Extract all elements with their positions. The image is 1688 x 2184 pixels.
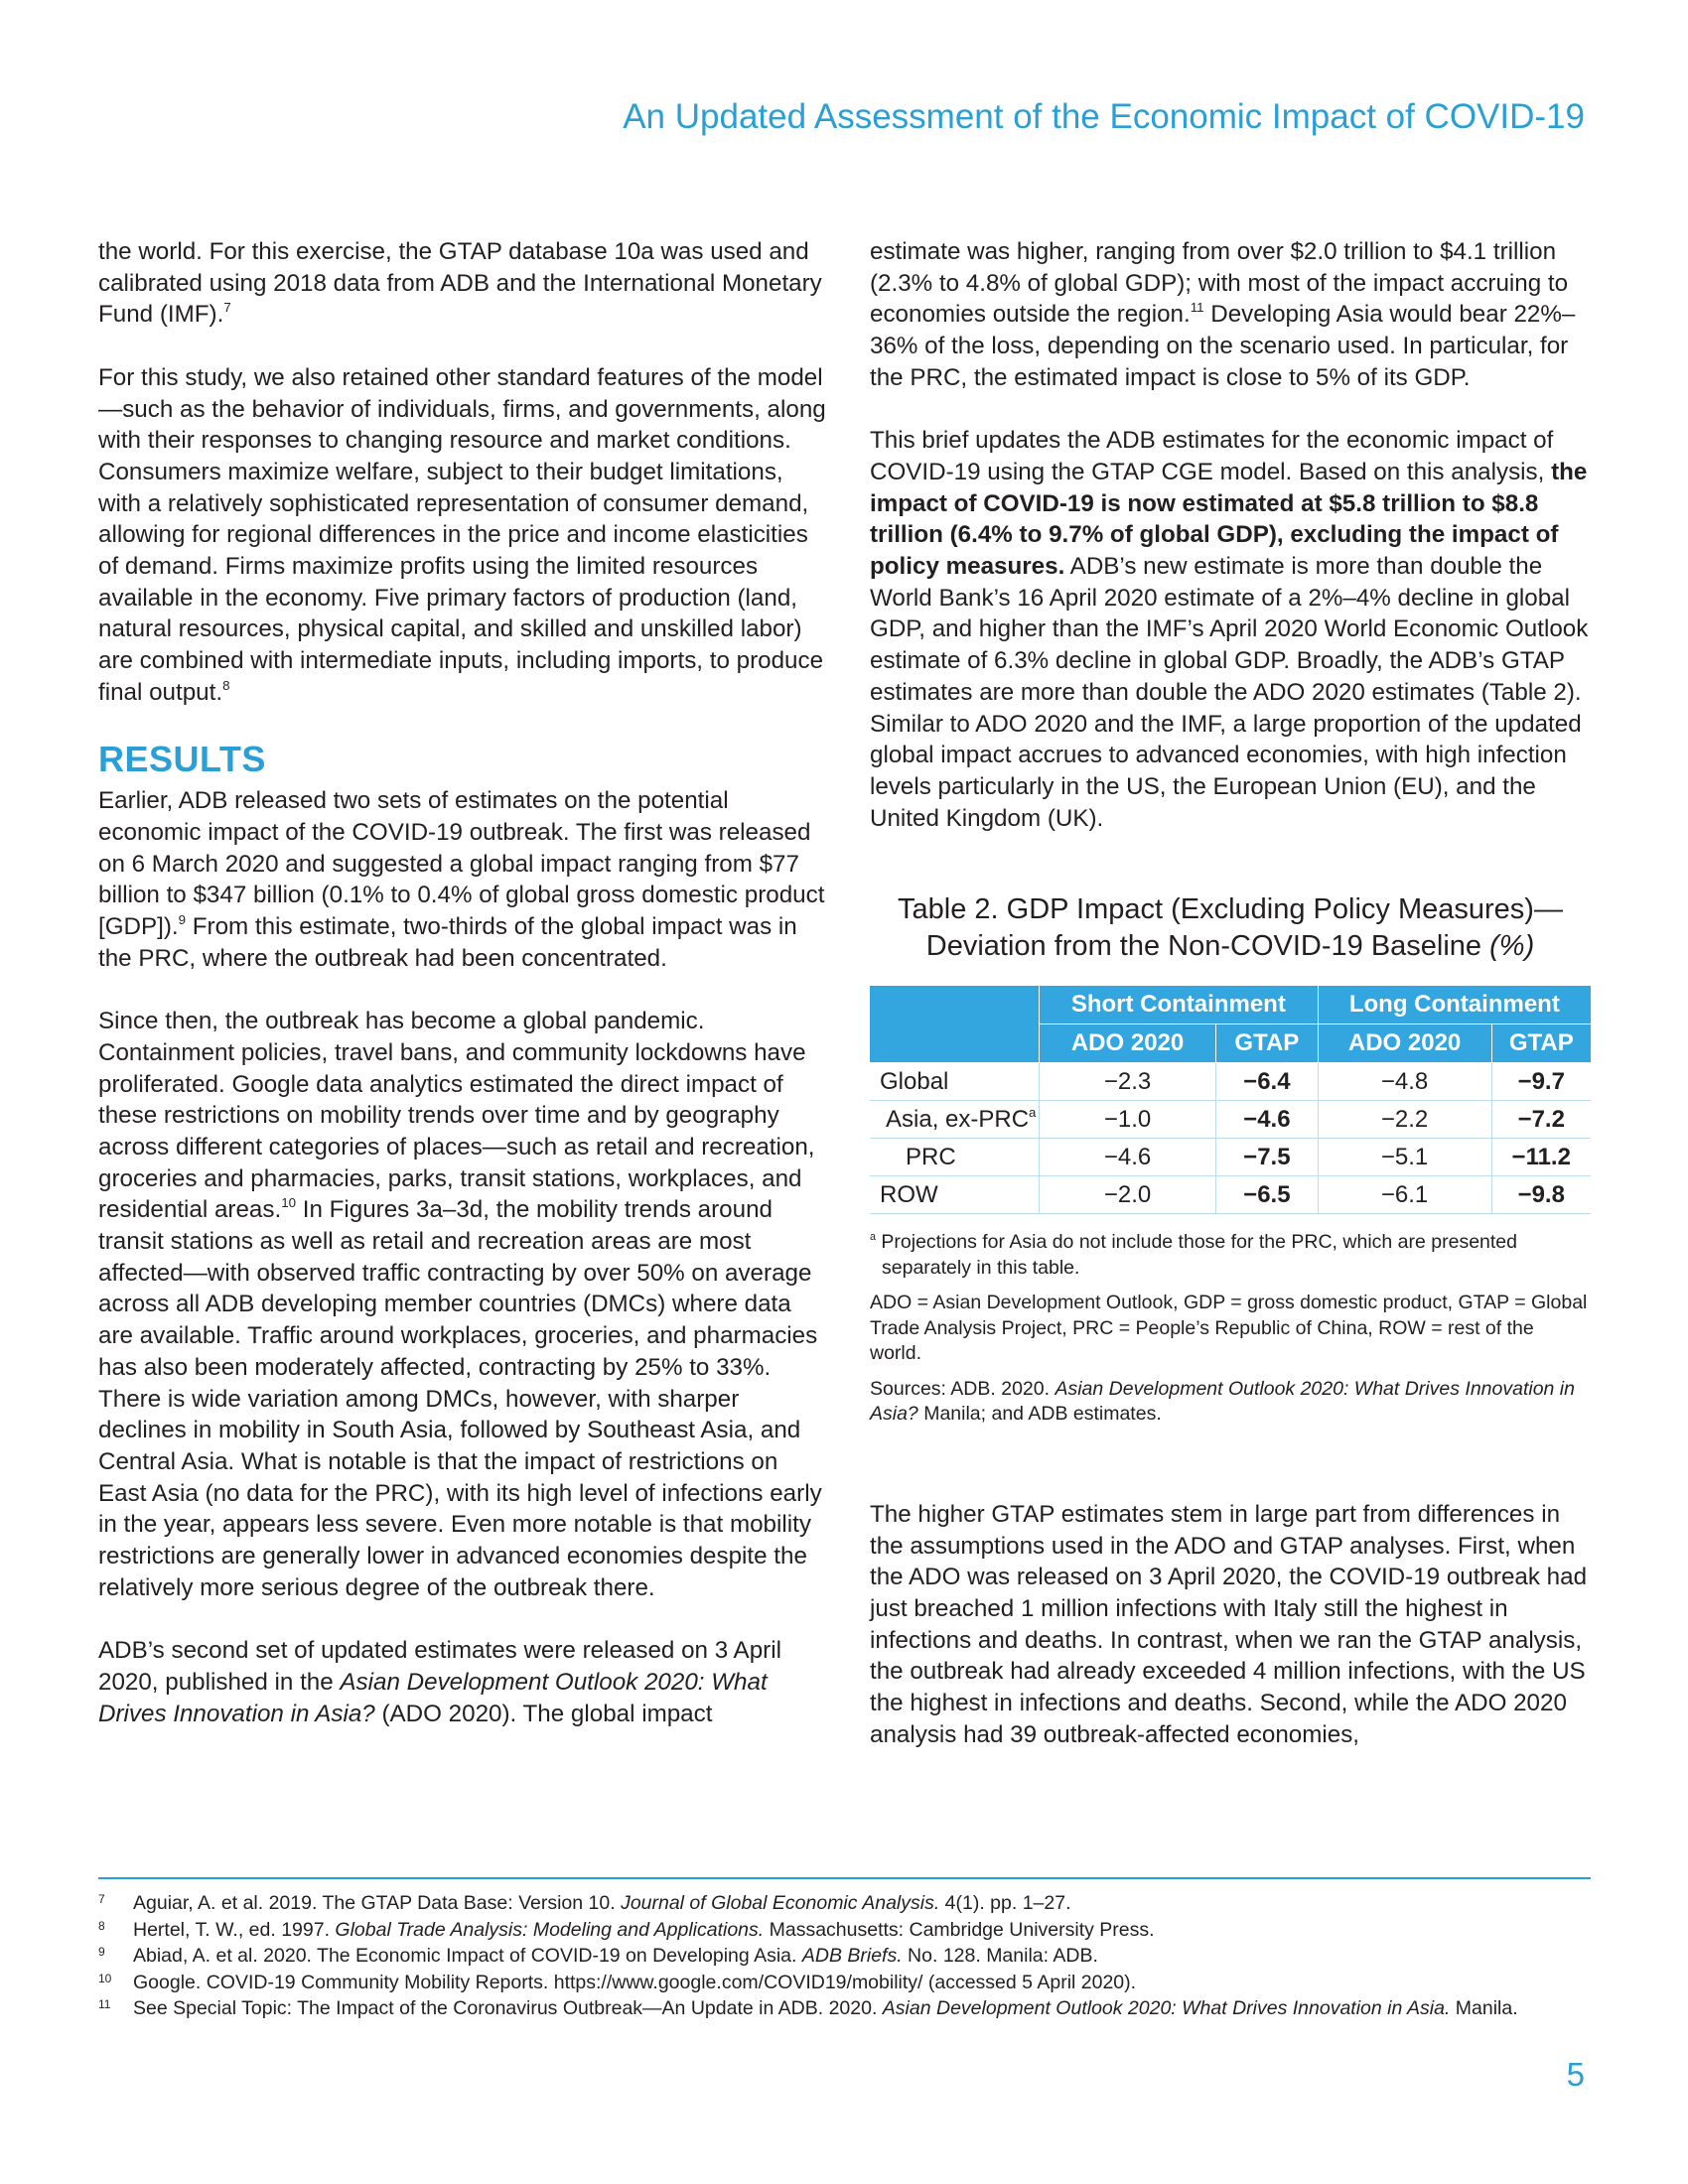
table-title: Table 2. GDP Impact (Excluding Policy Measures)— Deviation from the Non-COVID-19 Baseline (%) — [898, 893, 1563, 963]
table-cell: −9.8 — [1491, 1176, 1591, 1214]
footnote-ref[interactable]: 8 — [222, 677, 230, 693]
paragraph: Since then, the outbreak has become a global pandemic. Containment policies, travel bans, and community lockdowns have proliferated. Google data analytics estimated the direct impact of these restrictions on mobility trends over time and by geography across different categories of places—such as retail and recreation, groceries and pharmacies, parks, transit stations, workplaces, and residential areas.$^{10}$ In Figures 3a–3d, the mobility trends around transit stations as well as retail and recreation areas are most affected—with observed traffic contracting by over 50% on average across all ADB developing member countries (DMCs) where data are available. Traffic around workplaces, groceries, and pharmacies has also been moderately affected, contracting by 25% to 33%. There is wide variation among DMCs, however, with sharper declines in mobility in South Asia, followed by Southeast Asia, and Central Asia. What is notable is that the impact of restrictions on East Asia (no data for the PRC), with its high level of infections early in the year, appears less severe. Even more notable is that mobility restrictions are generally lower in advanced economies despite the relatively more serious degree of the outbreak there. — [98, 1008, 822, 1601]
table-cell: −9.7 — [1491, 1063, 1591, 1101]
paragraph: For this study, we also retained other standard features of the model—such as the behavior of individuals, firms, and governments, along with their responses to changing resource and market conditions. Consumers maximize welfare, subject to their budget limitations, with a relatively sophisticated representation of consumer demand, allowing for regional differences in the price and income elasticities of demand. Firms maximize profits using the limited resources available in the economy. Five primary factors of production (land, natural resources, physical capital, and skilled and unskilled labor) are combined with intermediate inputs, including imports, to produce final output.$^8$ — [98, 363, 826, 706]
table-cell: −7.2 — [1491, 1101, 1591, 1139]
table-cell: −2.0 — [1040, 1176, 1216, 1214]
running-head: An Updated Assessment of the Economic Impact of COVID-19 — [623, 97, 1585, 136]
table-cell: −6.5 — [1216, 1176, 1319, 1214]
gdp-impact-table — [870, 985, 1591, 1214]
table-cell: −4.6 — [1040, 1139, 1216, 1176]
section-heading: RESULTS — [98, 739, 266, 780]
page-number: 5 — [1566, 2056, 1585, 2093]
footnote-item[interactable]: 10 Google. COVID-19 Community Mobility Reports. https://www.google.com/COVID19/mobility/ (accessed 5 April 2020). — [98, 1971, 1137, 1993]
right-column — [870, 236, 1591, 1750]
table-sources: Sources: ADB. 2020. Asian Development Outlook 2020: What Drives Innovation in Asia? Manila; and ADB estimates. — [870, 1377, 1575, 1426]
sub-header: ADO 2020 — [1318, 1024, 1491, 1063]
table-cell: −11.2 — [1491, 1139, 1591, 1176]
footnote-ref[interactable]: 10 — [281, 1195, 296, 1211]
table-cell: −5.1 — [1318, 1139, 1491, 1176]
paragraph: the world. For this exercise, the GTAP database 10a was used and calibrated using 2018 data from ADB and the International Monetary Fund (IMF).$^7$ — [98, 238, 822, 329]
paragraph: The higher GTAP estimates stem in large part from differences in the assumptions used in the ADO and GTAP analyses. First, when the ADO was released on 3 April 2020, the COVID-19 outbreak had just breached 1 million infections with Italy still the highest in infections and deaths. In contrast, when we ran the GTAP analysis, the outbreak had already exceeded 4 million infections, with the US the highest in infections and deaths. Second, while the ADO 2020 analysis had 39 outbreak-affected economies, — [870, 1500, 1588, 1748]
table-notes — [870, 1230, 1591, 1428]
sub-header: ADO 2020 — [1040, 1024, 1216, 1063]
group-header-long: Long Containment — [1318, 986, 1591, 1024]
table-cell: −4.6 — [1216, 1101, 1319, 1139]
footnote-item: 9 Abiad, A. et al. 2020. The Economic Impact of COVID-19 on Developing Asia. ADB Briefs. No. 128. Manila: ADB. — [98, 1945, 1098, 1967]
table-footnote: $^a$ Projections for Asia do not include those for the PRC, which are presented separately in this table. — [870, 1231, 1517, 1279]
table-cell: −6.1 — [1318, 1176, 1491, 1214]
sub-header: GTAP — [1491, 1024, 1591, 1063]
footnote-item: 11 See Special Topic: The Impact of the Coronavirus Outbreak—An Update in ADB. 2020. Asian Development Outlook 2020: What Drives Innovation in Asia. Manila. — [98, 1997, 1518, 2019]
table-row — [870, 1063, 1591, 1101]
footnote-item: 7 Aguiar, A. et al. 2019. The GTAP Data Base: Version 10. Journal of Global Economic Analysis. 4(1). pp. 1–27. — [98, 1892, 1071, 1914]
table-cell: −1.0 — [1040, 1101, 1216, 1139]
table-cell: −2.3 — [1040, 1063, 1216, 1101]
paragraph: This brief updates the ADB estimates for the economic impact of COVID-19 using the GTAP CGE model. Based on this analysis, the impact of COVID-19 is now estimated at $5.8 trillion to $8.8 trillion (6.4% to 9.7% of global GDP), excluding the impact of policy measures. ADB’s new estimate is more than double the World Bank’s 16 April 2020 estimate of a 2%–4% decline in global GDP, and higher than the IMF’s April 2020 World Economic Outlook estimate of 6.3% decline in global GDP. Broadly, the ADB’s GTAP estimates are more than double the ADO 2020 estimates (Table 2). Similar to ADO 2020 and the IMF, a large proportion of the updated global impact accrues to advanced economies, with high infection levels particularly in the US, the European Union (EU), and the United Kingdom (UK). — [870, 427, 1589, 832]
table-row — [870, 1176, 1591, 1214]
footnote-item: 8 Hertel, T. W., ed. 1997. Global Trade Analysis: Modeling and Applications. Massachusetts: Cambridge University Press. — [98, 1918, 1155, 1941]
footnote-ref[interactable]: 11 — [1190, 300, 1204, 316]
table-cell: −7.5 — [1216, 1139, 1319, 1176]
table-abbreviations: ADO = Asian Development Outlook, GDP = gross domestic product, GTAP = Global Trade Analysis Project, PRC = People’s Republic of China, ROW = rest of the world. — [870, 1292, 1588, 1365]
footnote-divider — [98, 1877, 1591, 1879]
sub-header: GTAP — [1216, 1024, 1319, 1063]
table-cell: −4.8 — [1318, 1063, 1491, 1101]
footnotes — [98, 1890, 1591, 2022]
table-row — [870, 1139, 1591, 1176]
paragraph: ADB’s second set of updated estimates were released on 3 April 2020, published in the Asian Development Outlook 2020: What Drives Innovation in Asia? (ADO 2020). The global impact — [98, 1637, 781, 1727]
paragraph: Earlier, ADB released two sets of estimates on the potential economic impact of the COVID-19 outbreak. The first was released on 6 March 2020 and suggested a global impact ranging from $77 billion to $347 billion (0.1% to 0.4% of global gross domestic product [GDP]).$^9$ From this estimate, two-thirds of the global impact was in the PRC, where the outbreak had been concentrated. — [98, 787, 825, 972]
row-label: Global — [870, 1063, 1040, 1101]
row-label: Asia, ex-PRC$^a$ — [870, 1101, 1040, 1139]
row-label: PRC — [870, 1139, 1040, 1176]
table-row — [870, 1101, 1591, 1139]
paragraph: estimate was higher, ranging from over $2.0 trillion to $4.1 trillion (2.3% to 4.8% of global GDP); with most of the impact accruing to economies outside the region.$^{11}$ Developing Asia would bear 22%–36% of the loss, depending on the scenario used. In particular, for the PRC, the estimated impact is close to 5% of its GDP. — [870, 238, 1576, 391]
row-label: ROW — [870, 1176, 1040, 1214]
footnote-ref[interactable]: 7 — [223, 300, 231, 316]
footnote-ref[interactable]: 9 — [178, 912, 187, 928]
group-header-short: Short Containment — [1040, 986, 1319, 1024]
table-corner-cell — [870, 986, 1040, 1063]
table-cell: −6.4 — [1216, 1063, 1319, 1101]
table-cell: −2.2 — [1318, 1101, 1491, 1139]
left-column — [98, 236, 826, 1729]
